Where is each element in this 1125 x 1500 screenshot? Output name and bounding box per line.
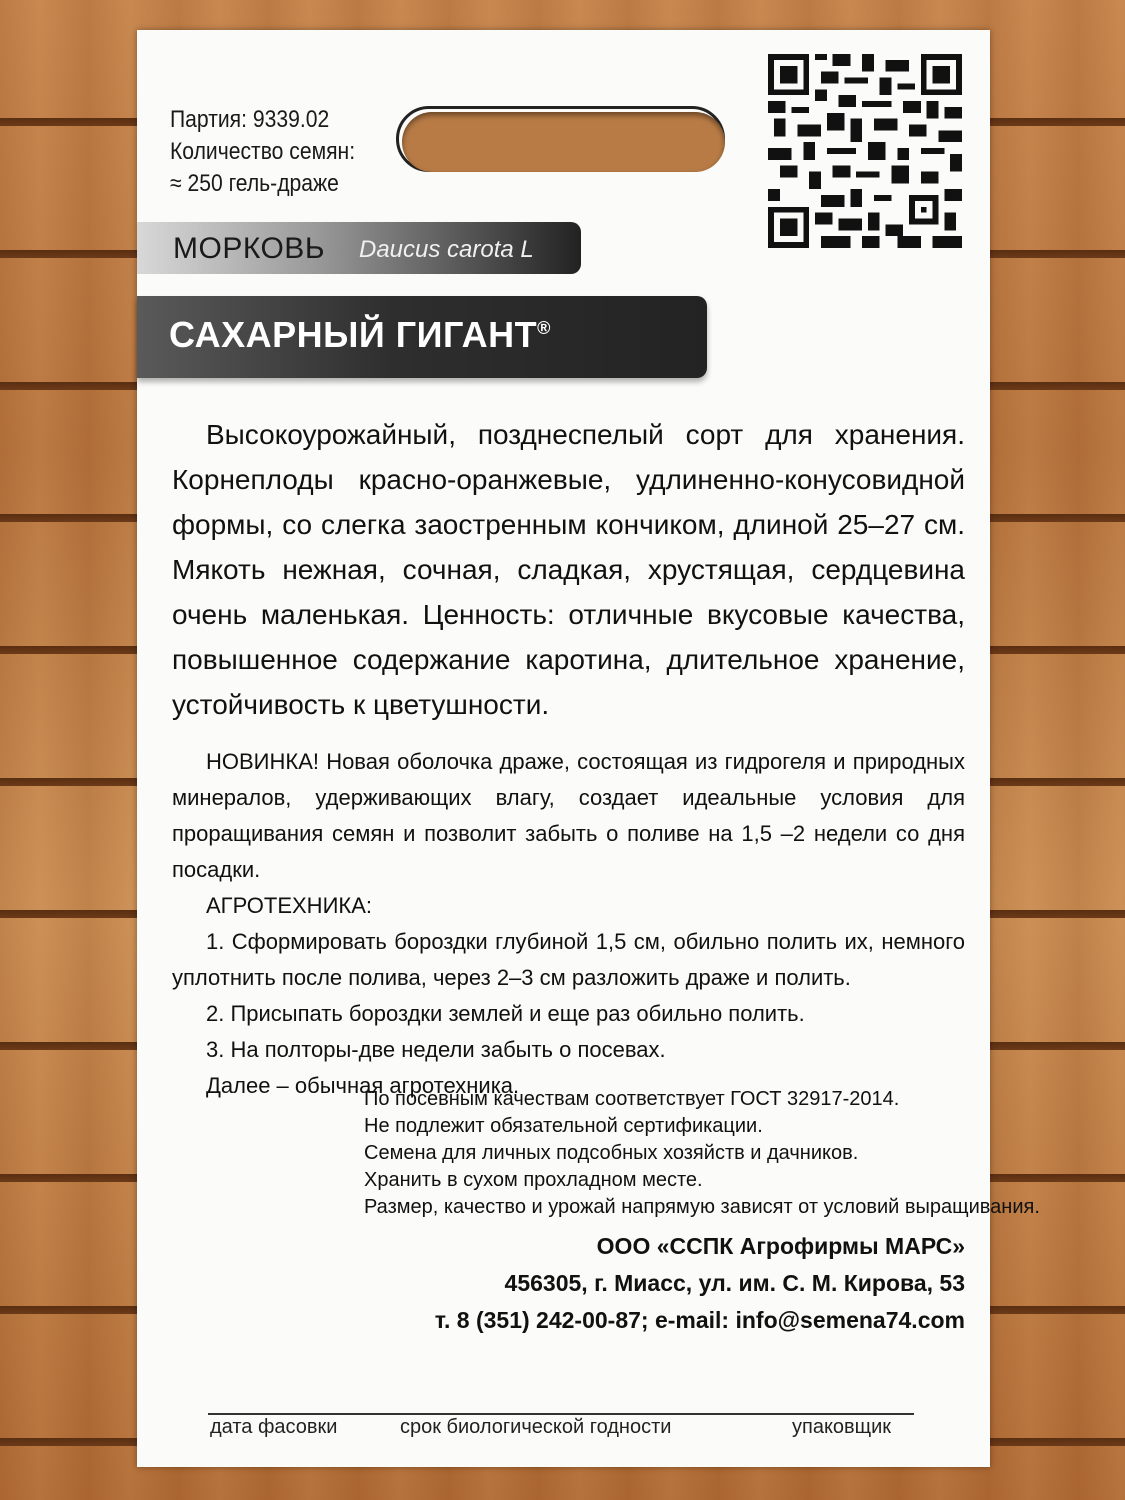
agro-closing: Далее – обычная агротехника. [206, 1073, 520, 1098]
variety-title [169, 314, 551, 356]
variety-band [137, 296, 707, 378]
company-name: ООО «ССПК Агрофирмы МАРС» [596, 1233, 965, 1259]
registered-mark: ® [537, 318, 551, 338]
species-latin-name: Daucus carota L [359, 236, 534, 263]
batch-info [170, 104, 380, 200]
agro-step-1: 1. Сформировать бороздки глубиной 1,5 см, обильно полить их, немного уплотнить после полива, через 2–3 см разложить драже и полить. [172, 929, 965, 990]
qr-code-icon [766, 54, 964, 248]
packer-label: упаковщик [792, 1416, 892, 1438]
legal-line: По посевным качествам соответствует ГОСТ 32917-2014. [364, 1088, 900, 1110]
species-name: МОРКОВЬ [173, 232, 326, 265]
variety-description [172, 412, 965, 727]
packing-date-label: дата фасовки [210, 1416, 338, 1438]
footer-divider [208, 1413, 914, 1415]
company-info [435, 1228, 965, 1339]
agro-step-3: 3. На полторы-две недели забыть о посевах. [206, 1037, 666, 1062]
shelf-life-label: срок биологической годности [400, 1416, 672, 1438]
agro-step-2: 2. Присыпать бороздки землей и еще раз обильно полить. [206, 1001, 805, 1026]
legal-line: Хранить в сухом прохладном месте. [364, 1169, 703, 1191]
legal-line: Семена для личных подсобных хозяйств и дачников. [364, 1142, 859, 1164]
description-text: Высокоурожайный, позднеспелый сорт для хранения. Корнеплоды красно-оранжевые, удлиненно-конусовидной формы, со слегка заостренным кончиком, длиной 25–27 см. Мякоть нежная, сочная, сладкая, хрустящая, сердцевина очень маленькая. Ценность: отличные вкусовые качества, повышенное содержание каротина, длительное хранение, устойчивость к цветушности. [172, 419, 965, 720]
seed-count-label: Количество семян: [170, 138, 356, 165]
agro-heading: АГРОТЕХНИКА: [206, 893, 372, 918]
legal-line: Не подлежит обязательной сертификации. [364, 1115, 763, 1137]
instructions [172, 744, 965, 1104]
seed-count-value: ≈ 250 гель-драже [170, 170, 339, 197]
company-address: 456305, г. Миасс, ул. им. С. М. Кирова, 53 [504, 1270, 965, 1296]
hang-slot [402, 112, 725, 172]
company-contacts: т. 8 (351) 242-00-87; e-mail: info@semena74.com [434, 1307, 965, 1333]
variety-title-text: САХАРНЫЙ ГИГАНТ [169, 314, 538, 355]
legal-notes [364, 1086, 1040, 1221]
novelty-text: НОВИНКА! Новая оболочка драже, состоящая из гидрогеля и природных минералов, удерживающих влагу, создает идеальные условия для проращивания семян и позволит забыть о поливе на 1,5 –2 недели со дня посадки. [172, 749, 965, 882]
batch-number: Партия: 9339.02 [170, 106, 330, 133]
legal-line: Размер, качество и урожай напрямую зависят от условий выращивания. [364, 1196, 1040, 1218]
species-band [137, 222, 581, 274]
